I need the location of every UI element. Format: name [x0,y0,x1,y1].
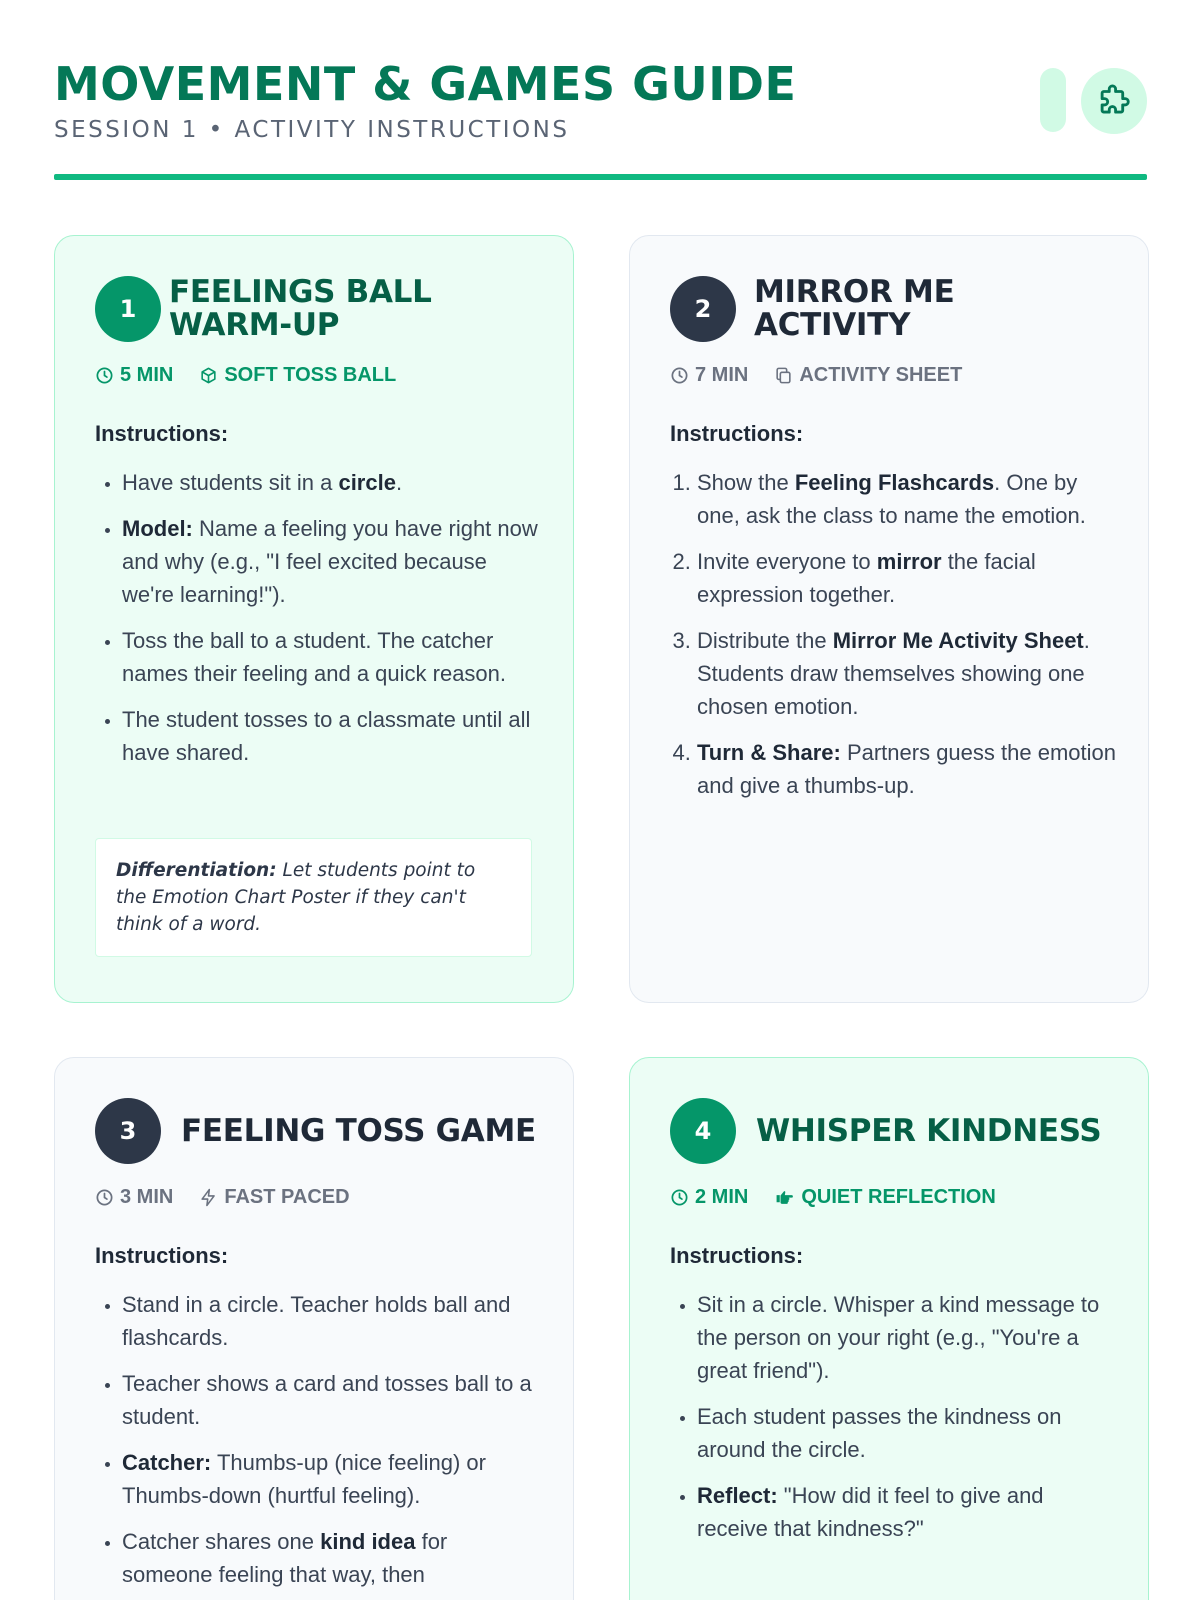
card-meta [95,363,396,387]
instructions-list [95,1288,541,1600]
duration-tag [670,1185,748,1209]
clock-icon [670,1188,689,1207]
material-tag [199,363,396,387]
list-item: • Model: Name a feeling you have right now and why (e.g., "I feel excited because we're learning!"). [122,512,541,611]
note-label: Differentiation: [116,860,277,881]
list-item: • Each student passes the kindness on around the circle. [697,1400,1116,1466]
card-title [169,276,432,342]
list-item: • Catcher shares one kind idea for someone feeling that way, then [122,1525,541,1591]
list-item: • Reflect: "How did it feel to give and receive that kindness?" [697,1479,1116,1545]
list-item: • Stand in a circle. Teacher holds ball and flashcards. [122,1288,541,1354]
list-item: 2. Invite everyone to mirror the facial expression together. [697,545,1116,611]
page-header [54,56,1147,176]
list-item: • Sit in a circle. Whisper a kind message to the person on your right (e.g., "You're a great friend"). [697,1288,1116,1387]
pace-tag [199,1185,349,1209]
duration-label: 7 MIN [695,364,749,386]
activity-card-feelings-ball [54,235,574,1003]
step-number-badge: 3 [95,1098,161,1164]
step-number-badge: 1 [95,276,161,342]
duration-label: 2 MIN [695,1186,749,1208]
header-divider [54,174,1147,180]
lightning-icon [199,1188,218,1207]
instructions-list [670,1288,1116,1558]
duration-tag [95,363,173,387]
page-subtitle: SESSION 1 • ACTIVITY INSTRUCTIONS [54,117,570,143]
clock-icon [95,1188,114,1207]
list-item: • Catcher: Thumbs-up (nice feeling) or Thumbs-down (hurtful feeling). [122,1446,541,1512]
list-item: 1. Show the Feeling Flashcards. One by one, ask the class to name the emotion. [697,466,1116,532]
material-label: ACTIVITY SHEET [799,364,963,386]
duration-tag [95,1185,173,1209]
cube-icon [199,366,218,385]
activity-card-feeling-toss [54,1057,574,1600]
list-item: • Toss the ball to a student. The catcher names their feeling and a quick reason. [122,624,541,690]
card-meta [670,363,962,387]
activity-card-whisper-kindness [629,1057,1149,1600]
card-title-line: ACTIVITY [754,307,911,343]
list-item: 4. Turn & Share: Partners guess the emotion and give a thumbs-up. [697,736,1116,802]
mode-label: QUIET REFLECTION [801,1186,996,1208]
card-title: WHISPER KINDNESS [756,1113,1102,1149]
step-number-badge: 2 [670,276,736,342]
pace-label: FAST PACED [224,1186,350,1208]
instructions-label: Instructions: [95,1243,229,1268]
duration-label: 5 MIN [120,364,174,386]
mode-tag [774,1185,995,1209]
clock-icon [95,366,114,385]
list-item: • The student tosses to a classmate until all have shared. [122,703,541,769]
instructions-list [670,466,1116,815]
clock-icon [670,366,689,385]
list-item: • Teacher shows a card and tosses ball to a student. [122,1367,541,1433]
puzzle-icon [1081,68,1147,134]
instructions-list [95,466,541,782]
duration-label: 3 MIN [120,1186,174,1208]
material-tag [774,363,962,387]
hand-pointing-icon [774,1188,795,1207]
card-meta [670,1185,996,1209]
instructions-label: Instructions: [95,421,229,446]
card-title-line: MIRROR ME [754,274,955,310]
instructions-label: Instructions: [670,1243,804,1268]
card-meta [95,1185,350,1209]
card-title [754,276,954,342]
copy-icon [774,366,793,385]
card-title-line: WARM-UP [169,307,340,343]
header-decoration-pill [1040,68,1066,132]
differentiation-note [95,838,532,957]
duration-tag [670,363,748,387]
list-item: 3. Distribute the Mirror Me Activity Sheet. Students draw themselves showing one chosen emotion. [697,624,1116,723]
instructions-label: Instructions: [670,421,804,446]
activity-card-mirror-me [629,235,1149,1003]
note-text: Let students point to the Emotion Chart Poster if they can't think of a word. [116,860,476,935]
card-title: FEELING TOSS GAME [181,1113,536,1149]
page-title: MOVEMENT & GAMES GUIDE [54,57,797,111]
step-number-badge: 4 [670,1098,736,1164]
list-item: • Have students sit in a circle. [122,466,541,499]
guide-page [54,0,1147,1600]
material-label: SOFT TOSS BALL [224,364,397,386]
card-title-line: FEELINGS BALL [169,274,432,310]
